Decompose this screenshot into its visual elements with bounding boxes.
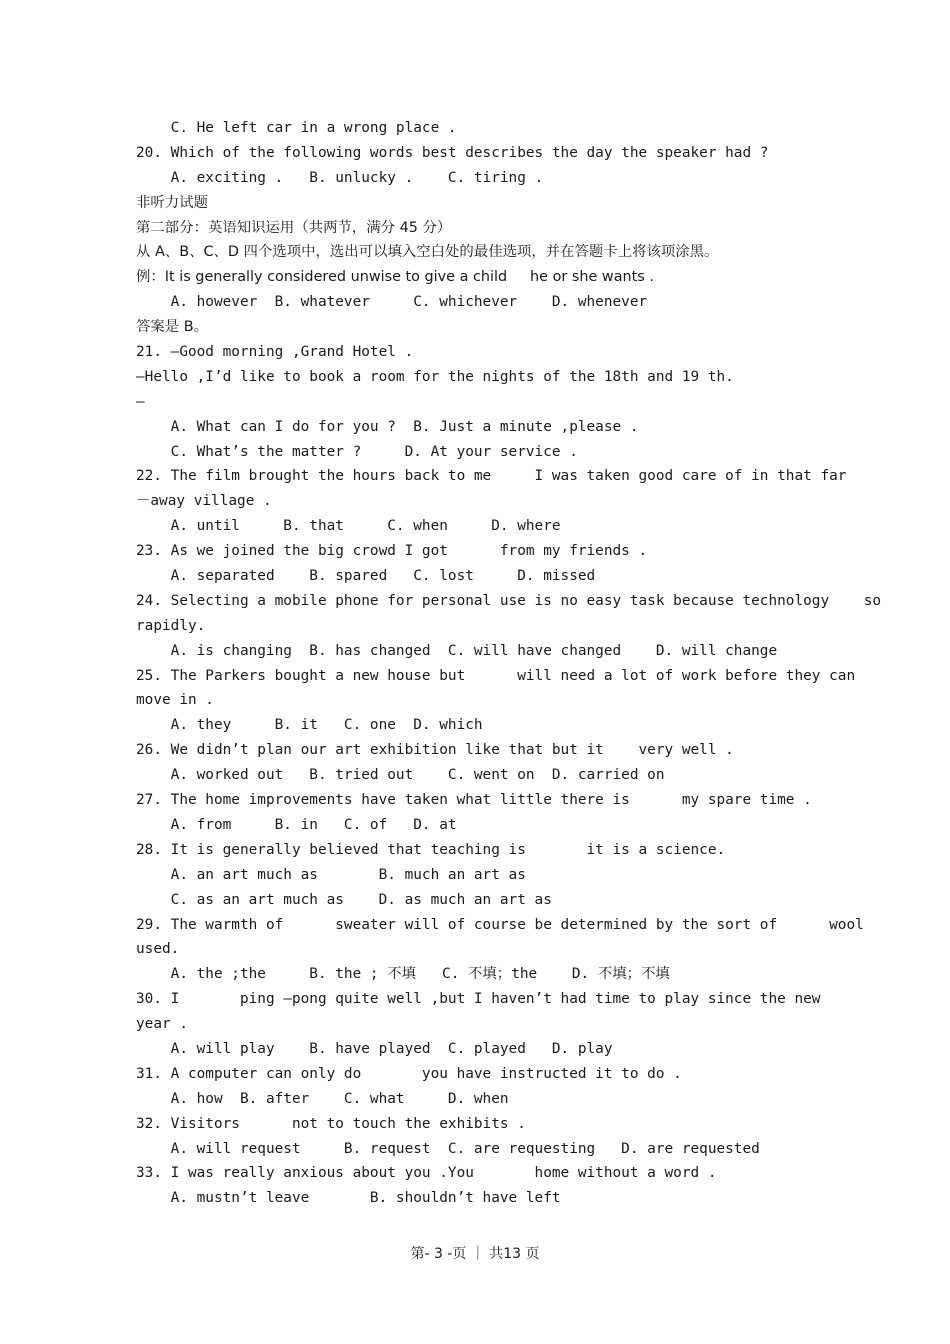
text-line: A. will play B. have played C. played D. play bbox=[136, 1040, 613, 1057]
text-line: A. worked out B. tried out C. went on D. carried on bbox=[136, 767, 665, 784]
text-line: A. however B. whatever C. whichever D. whenever bbox=[136, 294, 648, 311]
text-line: A. until B. that C. when D. where bbox=[136, 518, 561, 535]
text-line: C. as an art much as D. as much an art as bbox=[136, 891, 552, 908]
text-line: A. the ;the B. the ; 不填 C. 不填；the D. 不填；不填 bbox=[136, 966, 670, 983]
text-line: 20. Which of the following words best describes the day the speaker had ? bbox=[136, 144, 769, 161]
text-line: —Hello ,I’d like to book a room for the nights of the 18th and 19 th. bbox=[136, 368, 734, 385]
page-footer: 第- 3 -页 ｜ 共13 页 bbox=[410, 1246, 540, 1262]
text-line: 第二部分：英语知识运用（共两节，满分 45 分） bbox=[136, 219, 452, 236]
text-line: 例：It is generally considered unwise to give a child he or she wants . bbox=[136, 269, 654, 286]
text-line: 非听力试题 bbox=[136, 194, 208, 211]
text-line: 24. Selecting a mobile phone for personal use is no easy task because technology so bbox=[136, 592, 882, 609]
text-line: C. He left car in a wrong place . bbox=[136, 120, 457, 136]
text-line: 30. I ping —pong quite well ,but I haven’t had time to play since the new bbox=[136, 991, 821, 1008]
text-line: — bbox=[136, 393, 145, 410]
text-line: move in . bbox=[136, 692, 214, 709]
text-line: 答案是 B。 bbox=[136, 319, 209, 336]
text-line: A. will request B. request C. are requesting D. are requested bbox=[136, 1140, 760, 1157]
text-line: 26. We didn’t plan our art exhibition like that but it very well . bbox=[136, 742, 734, 759]
text-line: 28. It is generally believed that teaching is it is a science. bbox=[136, 841, 726, 858]
text-line: A. an art much as B. much an art as bbox=[136, 866, 526, 883]
text-line: 从 A、B、C、D 四个选项中，选出可以填入空白处的最佳选项，并在答题卡上将该项涂黑。 bbox=[136, 244, 719, 261]
text-line: 29. The warmth of sweater will of course be determined by the sort of wool bbox=[136, 916, 864, 933]
text-line: 31. A computer can only do you have instructed it to do . bbox=[136, 1065, 682, 1082]
text-line: 23. As we joined the big crowd I got from my friends . bbox=[136, 543, 648, 560]
text-line: 27. The home improvements have taken what little there is my spare time . bbox=[136, 792, 812, 809]
question-text bbox=[136, 116, 882, 1211]
text-line: year . bbox=[136, 1016, 188, 1033]
text-line: 25. The Parkers bought a new house but will need a lot of work before they can bbox=[136, 667, 856, 684]
text-line: A. they B. it C. one D. which bbox=[136, 717, 483, 734]
text-line: A. from B. in C. of D. at bbox=[136, 816, 457, 833]
text-line: A. mustn’t leave B. shouldn’t have left bbox=[136, 1190, 561, 1207]
text-line: A. is changing B. has changed C. will have changed D. will change bbox=[136, 642, 778, 659]
text-line: C. What’s the matter ? D. At your service . bbox=[136, 443, 578, 460]
text-line: A. exciting . B. unlucky . C. tiring . bbox=[136, 169, 544, 186]
text-line: －away village . bbox=[136, 493, 272, 510]
text-line: A. how B. after C. what D. when bbox=[136, 1090, 509, 1107]
text-line: A. What can I do for you ? B. Just a minute ,please . bbox=[136, 418, 639, 435]
text-line: 33. I was really anxious about you .You home without a word . bbox=[136, 1165, 717, 1182]
text-line: 22. The film brought the hours back to me I was taken good care of in that far bbox=[136, 468, 847, 485]
text-line: 21. —Good morning ,Grand Hotel . bbox=[136, 344, 414, 361]
text-line: used. bbox=[136, 941, 180, 958]
text-line: 32. Visitors not to touch the exhibits . bbox=[136, 1115, 526, 1132]
text-line: rapidly. bbox=[136, 617, 206, 634]
text-line: A. separated B. spared C. lost D. missed bbox=[136, 568, 596, 585]
